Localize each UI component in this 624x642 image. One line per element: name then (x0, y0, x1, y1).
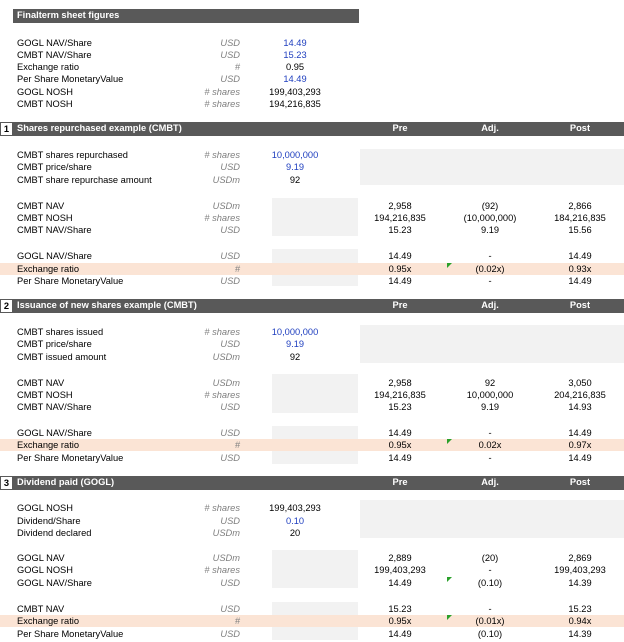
section-header-3 (0, 476, 624, 490)
post-value[interactable]: 184,216,835 (554, 213, 606, 223)
row-label: Per Share MonetaryValue (17, 629, 124, 639)
row-label: Exchange ratio (17, 62, 80, 72)
col-header-adj: Adj. (481, 123, 499, 133)
calc-row (0, 401, 624, 413)
row-label: Exchange ratio (17, 440, 80, 450)
adj-value[interactable]: - (488, 251, 492, 261)
post-value[interactable]: 0.97x (568, 440, 592, 450)
row-label: CMBT NAV/Share (17, 225, 92, 235)
pre-value[interactable]: 194,216,835 (374, 213, 426, 223)
figure-row (0, 73, 624, 85)
adj-value[interactable]: 9.19 (480, 225, 500, 235)
figure-row (0, 61, 624, 73)
calc-row (0, 564, 624, 576)
row-label: GOGL NAV/Share (17, 578, 92, 588)
adj-value[interactable]: - (488, 565, 492, 575)
section-number: 3 (0, 476, 13, 490)
col-header-pre: Pre (392, 123, 408, 133)
adj-value[interactable]: (20) (481, 553, 499, 563)
row-label: GOGL NAV (17, 553, 65, 563)
calc-row (0, 212, 624, 224)
row-label: CMBT shares issued (17, 327, 104, 337)
section-title: Shares repurchased example (CMBT) (17, 123, 182, 133)
pre-value[interactable]: 15.23 (388, 225, 412, 235)
pre-value[interactable]: 15.23 (388, 402, 412, 412)
exchange-ratio-row (0, 439, 624, 451)
row-value[interactable]: 199,403,293 (269, 503, 321, 513)
pre-value[interactable]: 14.49 (388, 578, 412, 588)
calc-row (0, 603, 624, 615)
post-value[interactable]: 14.49 (568, 428, 592, 438)
input-row (0, 338, 624, 350)
calc-row (0, 389, 624, 401)
row-label: CMBT NAV (17, 201, 65, 211)
row-label: Per Share MonetaryValue (17, 453, 124, 463)
pre-value[interactable]: 0.95x (388, 440, 412, 450)
post-value[interactable]: 14.49 (568, 276, 592, 286)
calc-row (0, 377, 624, 389)
row-value[interactable]: 194,216,835 (269, 99, 321, 109)
col-header-adj: Adj. (481, 477, 499, 487)
figure-row (0, 98, 624, 110)
post-value[interactable]: 3,050 (568, 378, 592, 388)
section-header-2 (0, 299, 624, 313)
section-title: Dividend paid (GOGL) (17, 477, 115, 487)
col-header-post: Post (569, 300, 591, 310)
input-row (0, 149, 624, 161)
section-title: Issuance of new shares example (CMBT) (17, 300, 197, 310)
row-label: CMBT NOSH (17, 390, 73, 400)
row-label: Dividend/Share (17, 516, 81, 526)
post-value[interactable]: 15.23 (568, 604, 592, 614)
col-header-pre: Pre (392, 300, 408, 310)
header-title: Finalterm sheet figures (17, 10, 120, 20)
row-unit: USD (220, 225, 240, 235)
pre-value[interactable]: 15.23 (388, 604, 412, 614)
col-header-pre: Pre (392, 477, 408, 487)
row-unit: # shares (204, 87, 240, 97)
input-row (0, 527, 624, 539)
pre-value[interactable]: 14.49 (388, 453, 412, 463)
row-unit: # shares (204, 503, 240, 513)
input-row (0, 502, 624, 514)
row-value[interactable]: 10,000,000 (271, 327, 319, 337)
row-unit: USD (220, 516, 240, 526)
pre-value[interactable]: 14.49 (388, 428, 412, 438)
adj-value[interactable]: 0.02x (478, 440, 502, 450)
row-label: Per Share MonetaryValue (17, 276, 124, 286)
post-value[interactable]: 14.49 (568, 251, 592, 261)
post-value[interactable]: 0.94x (568, 616, 592, 626)
row-unit: USDm (212, 528, 240, 538)
row-unit: # shares (204, 99, 240, 109)
row-unit: # shares (204, 390, 240, 400)
adj-value[interactable]: (92) (481, 201, 499, 211)
section-header-1 (0, 122, 624, 136)
figure-row (0, 37, 624, 49)
col-header-post: Post (569, 477, 591, 487)
section-number: 1 (0, 122, 13, 136)
row-label: GOGL NAV/Share (17, 428, 92, 438)
adj-value[interactable]: 92 (484, 378, 496, 388)
row-label: GOGL NAV/Share (17, 251, 92, 261)
post-value[interactable]: 204,216,835 (554, 390, 606, 400)
pre-value[interactable]: 14.49 (388, 629, 412, 639)
row-label: Exchange ratio (17, 616, 80, 626)
adj-value[interactable]: - (488, 428, 492, 438)
pre-value[interactable]: 199,403,293 (374, 565, 426, 575)
row-unit: USDm (212, 553, 240, 563)
row-value[interactable]: 92 (289, 175, 301, 185)
pre-value[interactable]: 0.95x (388, 264, 412, 274)
row-value[interactable]: 9.19 (285, 162, 305, 172)
row-unit: # shares (204, 565, 240, 575)
comment-indicator-icon (447, 263, 452, 268)
row-label: Per Share MonetaryValue (17, 74, 124, 84)
row-label: CMBT price/share (17, 162, 92, 172)
exchange-ratio-row (0, 615, 624, 627)
adj-value[interactable]: - (488, 604, 492, 614)
row-unit: USDm (212, 378, 240, 388)
calc-row (0, 427, 624, 439)
row-value[interactable]: 92 (289, 352, 301, 362)
post-value[interactable]: 2,869 (568, 553, 592, 563)
row-label: CMBT issued amount (17, 352, 107, 362)
post-value[interactable]: 0.93x (568, 264, 592, 274)
row-value[interactable]: 0.95 (285, 62, 305, 72)
row-unit: # (234, 62, 240, 72)
row-unit: USD (220, 38, 240, 48)
calc-row (0, 275, 624, 287)
row-unit: # (234, 440, 240, 450)
post-value[interactable]: 14.39 (568, 578, 592, 588)
pre-value[interactable]: 14.49 (388, 276, 412, 286)
calc-row (0, 628, 624, 640)
row-label: CMBT NAV/Share (17, 402, 92, 412)
row-label: CMBT share repurchase amount (17, 175, 152, 185)
row-unit: USD (220, 339, 240, 349)
input-row (0, 174, 624, 186)
adj-value[interactable]: - (488, 453, 492, 463)
row-value[interactable]: 0.10 (285, 516, 305, 526)
row-label: CMBT price/share (17, 339, 92, 349)
col-header-adj: Adj. (481, 300, 499, 310)
row-label: CMBT NOSH (17, 99, 73, 109)
row-unit: # (234, 264, 240, 274)
adj-value[interactable]: - (488, 276, 492, 286)
adj-value[interactable]: (0.02x) (475, 264, 505, 274)
exchange-ratio-row (0, 263, 624, 275)
input-row (0, 351, 624, 363)
row-unit: USD (220, 251, 240, 261)
pre-value[interactable]: 0.95x (388, 616, 412, 626)
header-bar (13, 9, 359, 23)
input-row (0, 515, 624, 527)
row-unit: USDm (212, 201, 240, 211)
row-value[interactable]: 14.49 (283, 74, 307, 84)
row-label: GOGL NOSH (17, 565, 73, 575)
section-number: 2 (0, 299, 13, 313)
comment-indicator-icon (447, 439, 452, 444)
figure-row (0, 49, 624, 61)
row-unit: # shares (204, 213, 240, 223)
post-value[interactable]: 2,866 (568, 201, 592, 211)
calc-row (0, 224, 624, 236)
row-label: GOGL NAV/Share (17, 38, 92, 48)
row-value[interactable]: 15.23 (283, 50, 307, 60)
row-unit: USDm (212, 352, 240, 362)
row-label: Dividend declared (17, 528, 92, 538)
post-value[interactable]: 14.39 (568, 629, 592, 639)
row-unit: # shares (204, 150, 240, 160)
input-row (0, 161, 624, 173)
calc-row (0, 577, 624, 589)
row-label: CMBT shares repurchased (17, 150, 128, 160)
input-row (0, 326, 624, 338)
pre-value[interactable]: 194,216,835 (374, 390, 426, 400)
post-value[interactable]: 14.49 (568, 453, 592, 463)
pre-value[interactable]: 2,889 (388, 553, 412, 563)
row-unit: USD (220, 604, 240, 614)
row-unit: USD (220, 402, 240, 412)
row-unit: USD (220, 578, 240, 588)
row-unit: # (234, 616, 240, 626)
calc-row (0, 200, 624, 212)
adj-value[interactable]: (0.10) (477, 578, 503, 588)
comment-indicator-icon (447, 577, 452, 582)
row-unit: USD (220, 453, 240, 463)
row-label: GOGL NOSH (17, 503, 73, 513)
row-unit: USD (220, 276, 240, 286)
row-label: CMBT NAV/Share (17, 50, 92, 60)
adj-value[interactable]: (0.10) (477, 629, 503, 639)
adj-value[interactable]: 9.19 (480, 402, 500, 412)
row-label: CMBT NAV (17, 604, 65, 614)
row-unit: # shares (204, 327, 240, 337)
post-value[interactable]: 15.56 (568, 225, 592, 235)
adj-value[interactable]: 10,000,000 (466, 390, 514, 400)
post-value[interactable]: 14.93 (568, 402, 592, 412)
calc-row (0, 250, 624, 262)
figure-row (0, 86, 624, 98)
row-value[interactable]: 14.49 (283, 38, 307, 48)
row-label: CMBT NOSH (17, 213, 73, 223)
row-unit: USD (220, 162, 240, 172)
row-label: Exchange ratio (17, 264, 80, 274)
row-unit: USD (220, 629, 240, 639)
calc-row (0, 452, 624, 464)
row-value[interactable]: 9.19 (285, 339, 305, 349)
comment-indicator-icon (447, 615, 452, 620)
row-unit: USD (220, 428, 240, 438)
pre-value[interactable]: 2,958 (388, 378, 412, 388)
col-header-post: Post (569, 123, 591, 133)
adj-value[interactable]: (10,000,000) (463, 213, 517, 223)
row-unit: USDm (212, 175, 240, 185)
pre-value[interactable]: 2,958 (388, 201, 412, 211)
row-value[interactable]: 20 (289, 528, 301, 538)
row-value[interactable]: 10,000,000 (271, 150, 319, 160)
calc-row (0, 552, 624, 564)
pre-value[interactable]: 14.49 (388, 251, 412, 261)
row-label: CMBT NAV (17, 378, 65, 388)
post-value[interactable]: 199,403,293 (554, 565, 606, 575)
row-label: GOGL NOSH (17, 87, 73, 97)
row-value[interactable]: 199,403,293 (269, 87, 321, 97)
row-unit: USD (220, 50, 240, 60)
adj-value[interactable]: (0.01x) (475, 616, 505, 626)
row-unit: USD (220, 74, 240, 84)
